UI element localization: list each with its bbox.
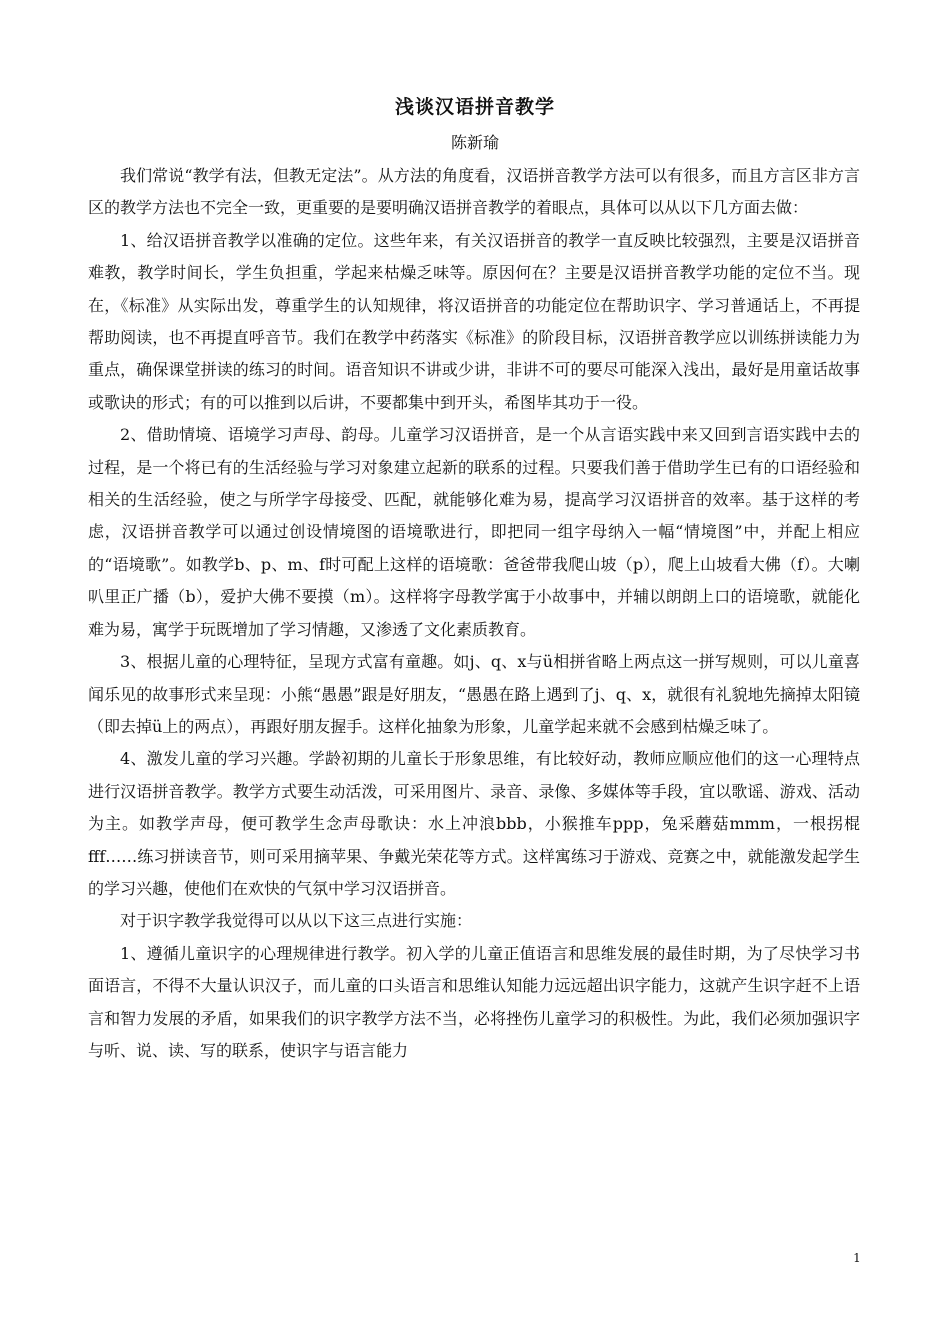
- paragraph-intro: 我们常说“教学有法，但教无定法”。从方法的角度看，汉语拼音教学方法可以有很多，而且方言区非方言区的教学方法也不完全一致，更重要的是要明确汉语拼音教学的着眼点，具体可以从以下几方面去做：: [88, 166, 860, 218]
- document-author: 陈新瑜: [450, 133, 499, 152]
- paragraph-literacy-point-1: 1、遵循儿童识字的心理规律进行教学。初入学的儿童正值语言和思维发展的最佳时期，为了尽快学习书面语言，不得不大量认识汉子，而儿童的口头语言和思维认知能力远远超出识字能力，这就产生识字赶不上语言和智力发展的矛盾，如果我们的识字教学方法不当，必将挫伤儿童学习的积极性。为此，我们必须加强识字与听、说、读、写的联系，使识字与语言能力: [88, 943, 860, 1060]
- paragraph-point-3: 3、根据儿童的心理特征，呈现方式富有童趣。如j、q、x与ü相拼省略上两点这一拼写规则，可以儿童喜闻乐见的故事形式来呈现：小熊“愚愚”跟是好朋友，“愚愚在路上遇到了j、q、x，就很有礼貌地先摘掉太阳镜（即去掉ü上的两点），再跟好朋友握手。这样化抽象为形象，儿童学起来就不会感到枯燥乏味了。: [88, 652, 860, 736]
- paragraph-point-1: 1、给汉语拼音教学以准确的定位。这些年来，有关汉语拼音的教学一直反映比较强烈，主要是汉语拼音难教，教学时间长，学生负担重，学起来枯燥乏味等。原因何在？主要是汉语拼音教学功能的定位不当。现在，《标准》从实际出发，尊重学生的认知规律，将汉语拼音的功能定位在帮助识字、学习普通话上，不再提帮助阅读，也不再提直呼音节。我们在教学中药落实《标准》的阶段目标，汉语拼音教学应以训练拼读能力为重点，确保课堂拼读的练习的时间。语音知识不讲或少讲，非讲不可的要尽可能深入浅出，最好是用童话故事或歌诀的形式；有的可以推到以后讲，不要都集中到开头，希图毕其功于一役。: [88, 230, 860, 412]
- document-body: [88, 160, 860, 1067]
- paragraph-point-2: 2、借助情境、语境学习声母、韵母。儿童学习汉语拼音，是一个从言语实践中来又回到言语实践中去的过程，是一个将已有的生活经验与学习对象建立起新的联系的过程。只要我们善于借助学生已有的口语经验和相关的生活经验，使之与所学字母接受、匹配，就能够化难为易，提高学习汉语拼音的效率。基于这样的考虑，汉语拼音教学可以通过创设情境图的语境歌进行，即把同一组字母纳入一幅“情境图”中，并配上相应的“语境歌”。如教学b、p、m、f时可配上这样的语境歌：爸爸带我爬山坡（p），爬上山坡看大佛（f）。大喇叭里正广播（b），爱护大佛不要摸（m）。这样将字母教学寓于小故事中，并辅以朗朗上口的语境歌，就能化难为易，寓学于玩既增加了学习情趣，又渗透了文化素质教育。: [88, 425, 860, 639]
- paragraph-point-4: 4、激发儿童的学习兴趣。学龄初期的儿童长于形象思维，有比较好动，教师应顺应他们的这一心理特点进行汉语拼音教学。教学方式要生动活泼，可采用图片、录音、录像、多媒体等手段，宜以歌谣、游戏、活动为主。如教学声母，便可教学生念声母歌诀：水上冲浪bbb，小猴推车ppp，兔采蘑菇mmm，一根拐棍fff……练习拼读音节，则可采用摘苹果、争戴光荣花等方式。这样寓练习于游戏、竞赛之中，就能激发起学生的学习兴趣，使他们在欢快的气氛中学习汉语拼音。: [88, 749, 860, 898]
- page-number: 1: [853, 1251, 861, 1265]
- document-title: 浅谈汉语拼音教学: [394, 96, 555, 118]
- paragraph-literacy-intro: 对于识字教学我觉得可以从以下这三点进行实施：: [120, 911, 473, 931]
